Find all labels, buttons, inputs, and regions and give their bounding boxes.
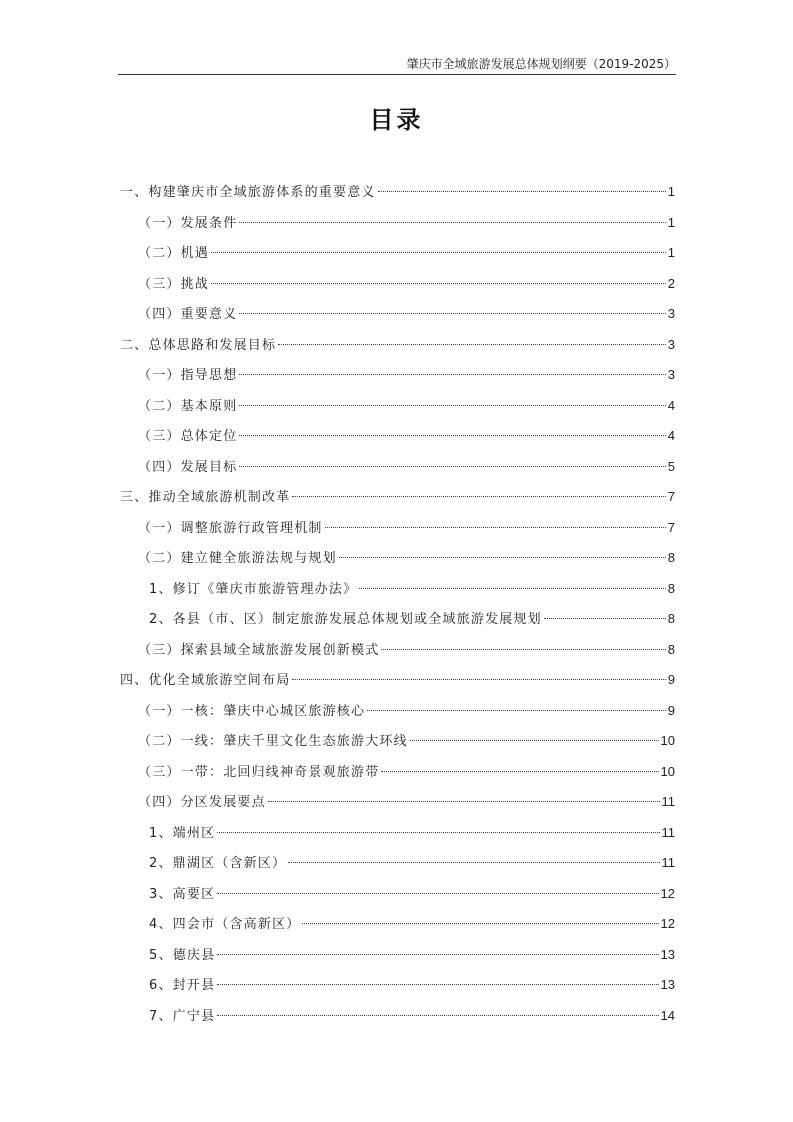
toc-entry[interactable] xyxy=(120,699,675,730)
toc-dot-leader xyxy=(211,251,666,253)
toc-entry-text: （四）分区发展要点 xyxy=(138,795,266,810)
toc-dot-leader xyxy=(217,831,659,833)
toc-entry-text: 四、优化全域旅游空间布局 xyxy=(120,673,291,688)
running-header xyxy=(118,56,676,75)
toc-dot-leader xyxy=(359,587,665,589)
toc-entry-text: （二）建立健全旅游法规与规划 xyxy=(138,551,337,566)
toc-page-number: 9 xyxy=(667,672,675,687)
toc-entry[interactable] xyxy=(120,424,675,455)
toc-entry[interactable] xyxy=(120,943,675,974)
toc-page-number: 3 xyxy=(667,306,675,321)
toc-entry[interactable] xyxy=(120,363,675,394)
toc-page-number: 8 xyxy=(667,550,675,565)
toc-page-number: 11 xyxy=(661,855,675,870)
toc-dot-leader xyxy=(292,495,665,497)
toc-dot-leader xyxy=(302,922,658,924)
toc-entry[interactable] xyxy=(120,241,675,272)
toc-entry-text: （一）指导思想 xyxy=(138,368,238,383)
toc-entry[interactable] xyxy=(120,516,675,547)
toc-dot-leader xyxy=(217,892,658,894)
toc-entry-text: （一）发展条件 xyxy=(138,215,238,231)
toc-entry-text: 2、各县（市、区）制定旅游发展总体规划或全域旅游发展规划 xyxy=(149,612,542,627)
toc-dot-leader xyxy=(378,190,666,192)
toc-dot-leader xyxy=(239,312,665,314)
toc-entry[interactable] xyxy=(120,180,675,211)
toc-entry-text: 1、修订《肇庆市旅游管理办法》 xyxy=(149,581,358,597)
toc-entry[interactable] xyxy=(120,1004,675,1035)
toc-dot-leader xyxy=(381,770,658,772)
toc-page-number: 7 xyxy=(667,489,675,504)
toc-entry-text: （二）基本原则 xyxy=(138,398,238,414)
toc-dot-leader xyxy=(278,343,666,345)
toc-page-number: 10 xyxy=(660,733,675,748)
toc-entry-text: （四）发展目标 xyxy=(138,459,238,475)
toc-dot-leader xyxy=(288,861,659,863)
toc-entry-text: 7、广宁县 xyxy=(149,1008,216,1024)
table-of-contents xyxy=(120,180,675,1034)
toc-dot-leader xyxy=(544,617,666,619)
toc-entry[interactable] xyxy=(120,546,675,577)
toc-entry[interactable] xyxy=(120,729,675,760)
toc-entry-text: （三）挑战 xyxy=(138,276,210,292)
toc-page-number: 11 xyxy=(661,794,675,809)
toc-dot-leader xyxy=(239,434,665,436)
toc-page-number: 11 xyxy=(661,824,675,840)
toc-entry-text: 1、端州区 xyxy=(149,825,216,841)
toc-dot-leader xyxy=(410,739,659,741)
toc-dot-leader xyxy=(239,373,665,375)
toc-entry[interactable] xyxy=(120,485,675,516)
toc-dot-leader xyxy=(239,465,665,467)
toc-page-number: 12 xyxy=(660,885,675,901)
toc-page-number: 8 xyxy=(667,611,675,626)
toc-page-number: 3 xyxy=(667,367,675,382)
toc-dot-leader xyxy=(325,526,666,528)
toc-page-number: 12 xyxy=(660,916,675,931)
toc-entry[interactable] xyxy=(120,577,675,608)
toc-page-number: 4 xyxy=(667,397,675,413)
toc-entry[interactable] xyxy=(120,912,675,943)
toc-entry[interactable] xyxy=(120,882,675,913)
toc-title: 目录 xyxy=(369,106,424,134)
toc-page-number: 13 xyxy=(660,977,675,992)
toc-entry[interactable] xyxy=(120,638,675,669)
toc-entry[interactable] xyxy=(120,790,675,821)
toc-entry-text: 4、四会市（含高新区） xyxy=(149,917,301,932)
running-header-text: 肇庆市全域旅游发展总体规划纲要（2019-2025） xyxy=(406,57,676,71)
toc-entry-text: （四）重要意义 xyxy=(138,307,238,322)
toc-entry[interactable] xyxy=(120,607,675,638)
toc-dot-leader xyxy=(217,983,658,985)
toc-entry-text: （三）总体定位 xyxy=(138,429,238,444)
toc-entry-text: （一）一核：肇庆中心城区旅游核心 xyxy=(138,703,366,719)
toc-entry[interactable] xyxy=(120,272,675,303)
toc-entry-text: 5、德庆县 xyxy=(149,947,216,963)
toc-dot-leader xyxy=(211,282,666,284)
toc-page-number: 8 xyxy=(667,641,675,657)
toc-entry-text: （一）调整旅游行政管理机制 xyxy=(138,520,323,536)
toc-page-number: 10 xyxy=(660,763,675,779)
toc-page-number: 9 xyxy=(667,702,675,718)
toc-page-number: 4 xyxy=(667,428,675,443)
toc-entry-text: 2、鼎湖区（含新区） xyxy=(149,856,287,871)
toc-dot-leader xyxy=(239,221,665,223)
toc-entry-text: 3、高要区 xyxy=(149,886,216,902)
toc-entry[interactable] xyxy=(120,211,675,242)
toc-entry[interactable] xyxy=(120,394,675,425)
toc-dot-leader xyxy=(381,648,665,650)
toc-dot-leader xyxy=(217,1014,658,1016)
toc-page-number: 3 xyxy=(667,336,675,352)
toc-entry[interactable] xyxy=(120,821,675,852)
toc-entry[interactable] xyxy=(120,851,675,882)
toc-page-number: 1 xyxy=(667,184,675,199)
toc-page-number: 2 xyxy=(667,275,675,291)
toc-entry[interactable] xyxy=(120,668,675,699)
toc-entry-text: （三）一带：北回归线神奇景观旅游带 xyxy=(138,764,380,780)
toc-entry-text: 6、封开县 xyxy=(149,978,216,993)
toc-entry-text: （二）机遇 xyxy=(138,246,210,261)
toc-entry[interactable] xyxy=(120,760,675,791)
toc-dot-leader xyxy=(268,800,660,802)
toc-page-number: 5 xyxy=(667,458,675,474)
toc-entry-text: 二、总体思路和发展目标 xyxy=(120,337,277,353)
toc-entry[interactable] xyxy=(120,973,675,1004)
toc-dot-leader xyxy=(292,678,665,680)
toc-entry-text: 三、推动全域旅游机制改革 xyxy=(120,490,291,505)
toc-entry-text: （二）一线：肇庆千里文化生态旅游大环线 xyxy=(138,734,408,749)
toc-entry[interactable] xyxy=(120,302,675,333)
toc-entry[interactable] xyxy=(120,333,675,364)
toc-entry[interactable] xyxy=(120,455,675,486)
toc-entry-text: （三）探索县域全域旅游发展创新模式 xyxy=(138,642,380,658)
toc-dot-leader xyxy=(239,404,665,406)
toc-dot-leader xyxy=(217,953,658,955)
toc-dot-leader xyxy=(367,709,666,711)
toc-page-number: 13 xyxy=(660,946,675,962)
toc-dot-leader xyxy=(339,556,666,558)
toc-page-number: 8 xyxy=(667,580,675,596)
toc-page-number: 14 xyxy=(660,1007,675,1023)
toc-entry-text: 一、构建肇庆市全域旅游体系的重要意义 xyxy=(120,185,376,200)
toc-page-number: 7 xyxy=(667,519,675,535)
toc-page-number: 1 xyxy=(667,245,675,260)
toc-page-number: 1 xyxy=(667,214,675,230)
